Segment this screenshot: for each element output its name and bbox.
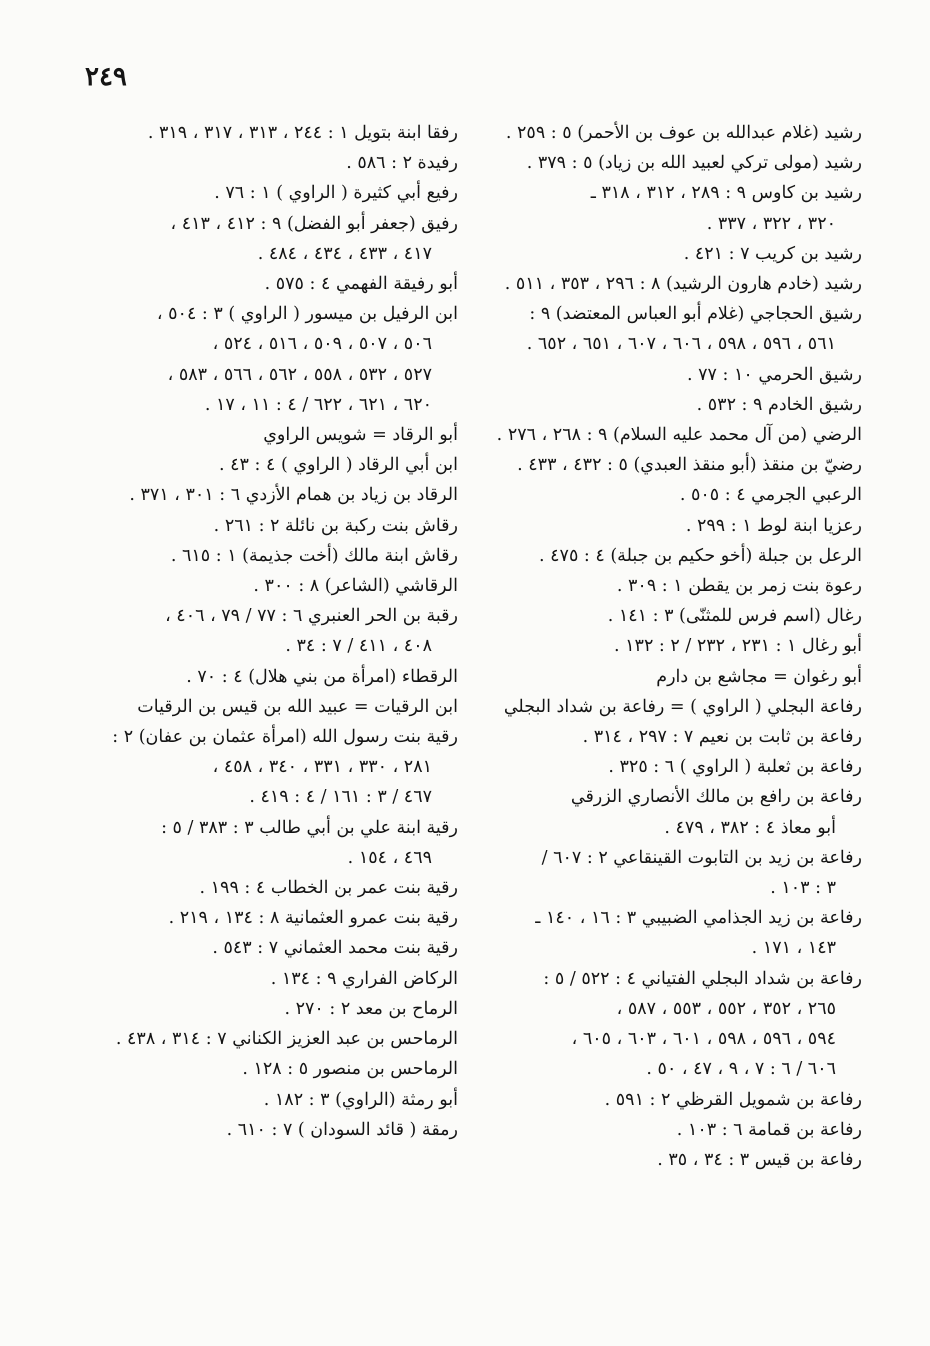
index-entry-line: رقية بنت رسول الله (امرأة عثمان بن عفان) ٢ : <box>112 727 458 748</box>
index-entry-line: رفيدة ٢ : ٥٨٦ . <box>346 153 458 174</box>
index-entry <box>96 148 458 178</box>
index-entry <box>490 1115 862 1145</box>
index-entry <box>490 571 862 601</box>
index-entry-line: أبو رغوان = مجاشع بن دارم <box>656 666 862 687</box>
index-entry <box>490 782 862 842</box>
index-entry <box>490 118 862 148</box>
index-entry-continuation: ٤٦٩ ، ١٥٤ . <box>347 847 432 868</box>
index-entry <box>96 299 458 420</box>
index-entry <box>96 269 458 299</box>
index-entry <box>96 450 458 480</box>
index-entry <box>490 390 862 420</box>
index-entry-line: ابن الرفيل بن ميسور ( الراوي ) ٣ : ٥٠٤ ، <box>156 304 458 325</box>
index-entry-line: رعوة بنت زمر بن يقطن ١ : ٣٠٩ . <box>616 576 862 597</box>
index-entry <box>490 541 862 571</box>
index-entry <box>96 813 458 873</box>
index-entry-continuation: أبو معاذ ٤ : ٣٨٢ ، ٤٧٩ . <box>664 817 836 838</box>
index-entry-continuation: ٤٦٧ / ٣ : ١٦١ / ٤ : ٤١٩ . <box>249 787 432 808</box>
index-entry-line: رشيق الخادم ٩ : ٥٣٢ . <box>696 394 862 415</box>
index-entry <box>490 239 862 269</box>
index-entry-line: رقية ابنة علي بن أبي طالب ٣ : ٣٨٣ / ٥ : <box>161 817 458 838</box>
index-entry-line: رفاعة بن قمامة ٦ : ١٠٣ . <box>676 1119 862 1140</box>
index-entry-continuation: ٢٦٥ ، ٣٥٢ ، ٥٥٢ ، ٥٥٣ ، ٥٨٧ ، <box>616 998 836 1019</box>
index-entry-line: الرقاشي (الشاعر) ٨ : ٣٠٠ . <box>253 576 458 597</box>
index-entry-continuation: ٣ : ١٠٣ . <box>770 878 836 899</box>
index-entry-line: الركاض الفراري ٩ : ١٣٤ . <box>270 968 458 989</box>
index-entry-continuation: ٣٢٠ ، ٣٢٢ ، ٣٣٧ . <box>706 213 836 234</box>
index-entry <box>490 1145 862 1175</box>
index-entry-line: رمقة ( قائد السودان ) ٧ : ٦١٠ . <box>226 1119 458 1140</box>
index-entry <box>490 450 862 480</box>
index-entry <box>96 933 458 963</box>
index-entry <box>96 1115 458 1145</box>
index-entry <box>490 299 862 359</box>
index-entry-line: رشيد (مولى تركي لعبيد الله بن زياد) ٥ : ٣٧٩ . <box>526 153 862 174</box>
index-entry-line: أبو رمثة (الراوي) ٣ : ١٨٢ . <box>263 1089 458 1110</box>
index-entry-line: الرماح بن معد ٢ : ٢٧٠ . <box>284 998 458 1019</box>
index-entry-line: رقية بنت محمد العثماني ٧ : ٥٤٣ . <box>212 938 458 959</box>
index-entry-continuation: ٥٢٧ ، ٥٣٢ ، ٥٥٨ ، ٥٦٢ ، ٥٦٦ ، ٥٨٣ ، <box>167 364 432 385</box>
index-entry-line: رفاعة بن زيد الجذامي الضبيبي ٣ : ١٦ ، ١٤٠ ـ <box>535 908 862 929</box>
index-entry-line: رفاعة بن ثعلبة ( الراوي ) ٦ : ٣٢٥ . <box>608 757 862 778</box>
index-entry <box>96 722 458 813</box>
index-entry-continuation: ٤١٧ ، ٤٣٣ ، ٤٣٤ ، ٤٨٤ . <box>257 243 432 264</box>
index-entry <box>96 511 458 541</box>
index-entry <box>490 360 862 390</box>
index-entry-line: الرماحس بن عبد العزيز الكناني ٧ : ٣١٤ ، ٤٣٨ . <box>115 1029 458 1050</box>
index-entry-continuation: ٦٠٦ / ٦ : ٧ ، ٩ ، ٤٧ ، ٥٠ . <box>646 1059 836 1080</box>
index-entry <box>96 994 458 1024</box>
index-entry <box>96 178 458 208</box>
index-entry <box>490 178 862 238</box>
index-entry <box>490 662 862 692</box>
index-entry-line: أبو رفيقة الفهمي ٤ : ٥٧٥ . <box>264 274 458 295</box>
index-entry <box>490 511 862 541</box>
index-column-right <box>490 118 862 1175</box>
index-entry-line: الرقطاء (امرأة من بني هلال) ٤ : ٧٠ . <box>186 666 458 687</box>
index-entry-continuation: ٥٦١ ، ٥٩٦ ، ٥٩٨ ، ٦٠٦ ، ٦٠٧ ، ٦٥١ ، ٦٥٢ . <box>526 334 836 355</box>
index-entry <box>96 692 458 722</box>
index-entry-line: رقية بنت عمر بن الخطاب ٤ : ١٩٩ . <box>199 878 458 899</box>
index-entry-line: رفيع أبي كثيرة ( الراوي ) ١ : ٧٦ . <box>214 183 458 204</box>
index-entry-line: الرقاد بن زياد بن همام الأزدي ٦ : ٣٠١ ، ٣٧١ . <box>129 485 458 506</box>
index-entry-continuation: ٥٩٤ ، ٥٩٦ ، ٥٩٨ ، ٦٠١ ، ٦٠٣ ، ٦٠٥ ، <box>571 1029 836 1050</box>
index-entry <box>490 420 862 450</box>
index-entry-line: رضيّ بن منقذ (أبو منقذ العبدي) ٥ : ٤٣٢ ، ٤٣٣ . <box>517 455 862 476</box>
index-entry <box>490 903 862 963</box>
index-entry-line: أبو الرقاد = شويس الراوي <box>263 425 458 446</box>
index-entry <box>490 964 862 1085</box>
index-entry-line: الرعل بن جبلة (أخو حكيم بن جبلة) ٤ : ٤٧٥ . <box>539 545 862 566</box>
index-entry <box>96 1085 458 1115</box>
index-entry-line: رفيق (جعفر أبو الفضل) ٩ : ٤١٢ ، ٤١٣ ، <box>170 213 458 234</box>
index-entry <box>96 571 458 601</box>
index-entry <box>96 662 458 692</box>
index-entry <box>96 601 458 661</box>
index-entry <box>490 692 862 722</box>
index-column-left <box>96 118 458 1145</box>
index-entry-line: رفاعة بن شداد البجلي الفتياني ٤ : ٥٢٢ / ٥ : <box>543 968 862 989</box>
index-entry-line: رفاعة بن قيس ٣ : ٣٤ ، ٣٥ . <box>657 1149 862 1170</box>
index-entry-line: رفاعة بن رافع بن مالك الأنصاري الزرقي <box>570 787 862 808</box>
index-entry-continuation: ٤٠٨ ، ٤١١ / ٧ : ٣٤ . <box>285 636 432 657</box>
index-entry-line: رشيق الحرمي ١٠ : ٧٧ . <box>686 364 862 385</box>
index-entry <box>96 1054 458 1084</box>
index-entry <box>490 269 862 299</box>
index-entry-line: رقاش بنت ركبة بن نائلة ٢ : ٢٦١ . <box>213 515 458 536</box>
index-entry-line: رفاعة بن زيد بن التابوت القينقاعي ٢ : ٦٠٧ / <box>541 847 862 868</box>
index-entry-line: الرماحس بن منصور ٥ : ١٢٨ . <box>242 1059 458 1080</box>
index-entry-line: رعزيا ابنة لوط ١ : ٢٩٩ . <box>685 515 862 536</box>
index-entry-line: رشيد (غلام عبدالله بن عوف بن الأحمر) ٥ : ٢٥٩ . <box>505 123 862 143</box>
index-entry <box>96 480 458 510</box>
index-entry <box>96 964 458 994</box>
index-entry-line: رفاعة بن شمويل القرظي ٢ : ٥٩١ . <box>604 1089 862 1110</box>
index-entry <box>490 843 862 903</box>
index-entry-line: رشيد بن كريب ٧ : ٤٢١ . <box>683 243 862 264</box>
index-entry-line: رفاعة البجلي ( الراوي ) = رفاعة بن شداد البجلي <box>503 696 862 717</box>
index-entry <box>96 1024 458 1054</box>
index-entry <box>490 631 862 661</box>
index-entry <box>96 873 458 903</box>
index-entry-line: رشيق الحجاجي (غلام أبو العباس المعتضد) ٩ : <box>529 304 862 325</box>
index-entry-line: رشيد (خادم هارون الرشيد) ٨ : ٢٩٦ ، ٣٥٣ ، ٥١١ . <box>504 274 862 295</box>
index-entry <box>490 722 862 752</box>
index-entry-continuation: ٥٠٦ ، ٥٠٧ ، ٥٠٩ ، ٥١٦ ، ٥٢٤ ، <box>212 334 432 355</box>
index-entry-line: أبو رغال ١ : ٢٣١ ، ٢٣٢ / ٢ : ١٣٢ . <box>614 636 862 657</box>
index-entry <box>490 1085 862 1115</box>
index-entry-line: رفاعة بن ثابت بن نعيم ٧ : ٢٩٧ ، ٣١٤ . <box>582 727 862 748</box>
index-entry-continuation: ١٤٣ ، ١٧١ . <box>751 938 836 959</box>
index-entry <box>490 148 862 178</box>
index-entry-line: رقاش ابنة مالك (أخت جذيمة) ١ : ٦١٥ . <box>170 545 458 566</box>
index-entry <box>490 480 862 510</box>
index-entry-line: الرعبي الجرمي ٤ : ٥٠٥ . <box>679 485 862 506</box>
index-entry-line: رقبة بن الحر العنبري ٦ : ٧٧ / ٧٩ ، ٤٠٦ ، <box>165 606 458 627</box>
index-entry-line: رغال (اسم فرس للمثنّى) ٣ : ١٤١ . <box>607 606 862 627</box>
index-entry-line: الرضي (من آل محمد عليه السلام) ٩ : ٢٦٨ ، ٢٧٦ . <box>496 425 862 446</box>
index-entry <box>96 118 458 148</box>
index-entry-line: رقية بنت عمرو العثمانية ٨ : ١٣٤ ، ٢١٩ . <box>168 908 458 929</box>
index-entry-line: ابن الرقيات = عبيد الله بن قيس بن الرقيات <box>137 696 458 717</box>
index-entry <box>490 752 862 782</box>
page-number: ٢٤٩ <box>85 62 127 92</box>
index-entry-continuation: ٦٢٠ ، ٦٢١ ، ٦٢٢ / ٤ : ١١ ، ١٧ . <box>204 394 432 415</box>
index-entry <box>96 541 458 571</box>
index-entry-line: ابن أبي الرقاد ( الراوي ) ٤ : ٤٣ . <box>219 455 458 476</box>
index-entry <box>490 601 862 631</box>
index-entry <box>96 209 458 269</box>
index-entry <box>96 903 458 933</box>
index-entry-line: رفقا ابنة بتويل ١ : ٢٤٤ ، ٣١٣ ، ٣١٧ ، ٣١٩ . <box>147 123 458 143</box>
index-entry-line: رشيد بن كاوس ٩ : ٢٨٩ ، ٣١٢ ، ٣١٨ ـ <box>590 183 862 204</box>
index-entry-continuation: ٢٨١ ، ٣٣٠ ، ٣٣١ ، ٣٤٠ ، ٤٥٨ ، <box>212 757 432 778</box>
index-entry <box>96 420 458 450</box>
